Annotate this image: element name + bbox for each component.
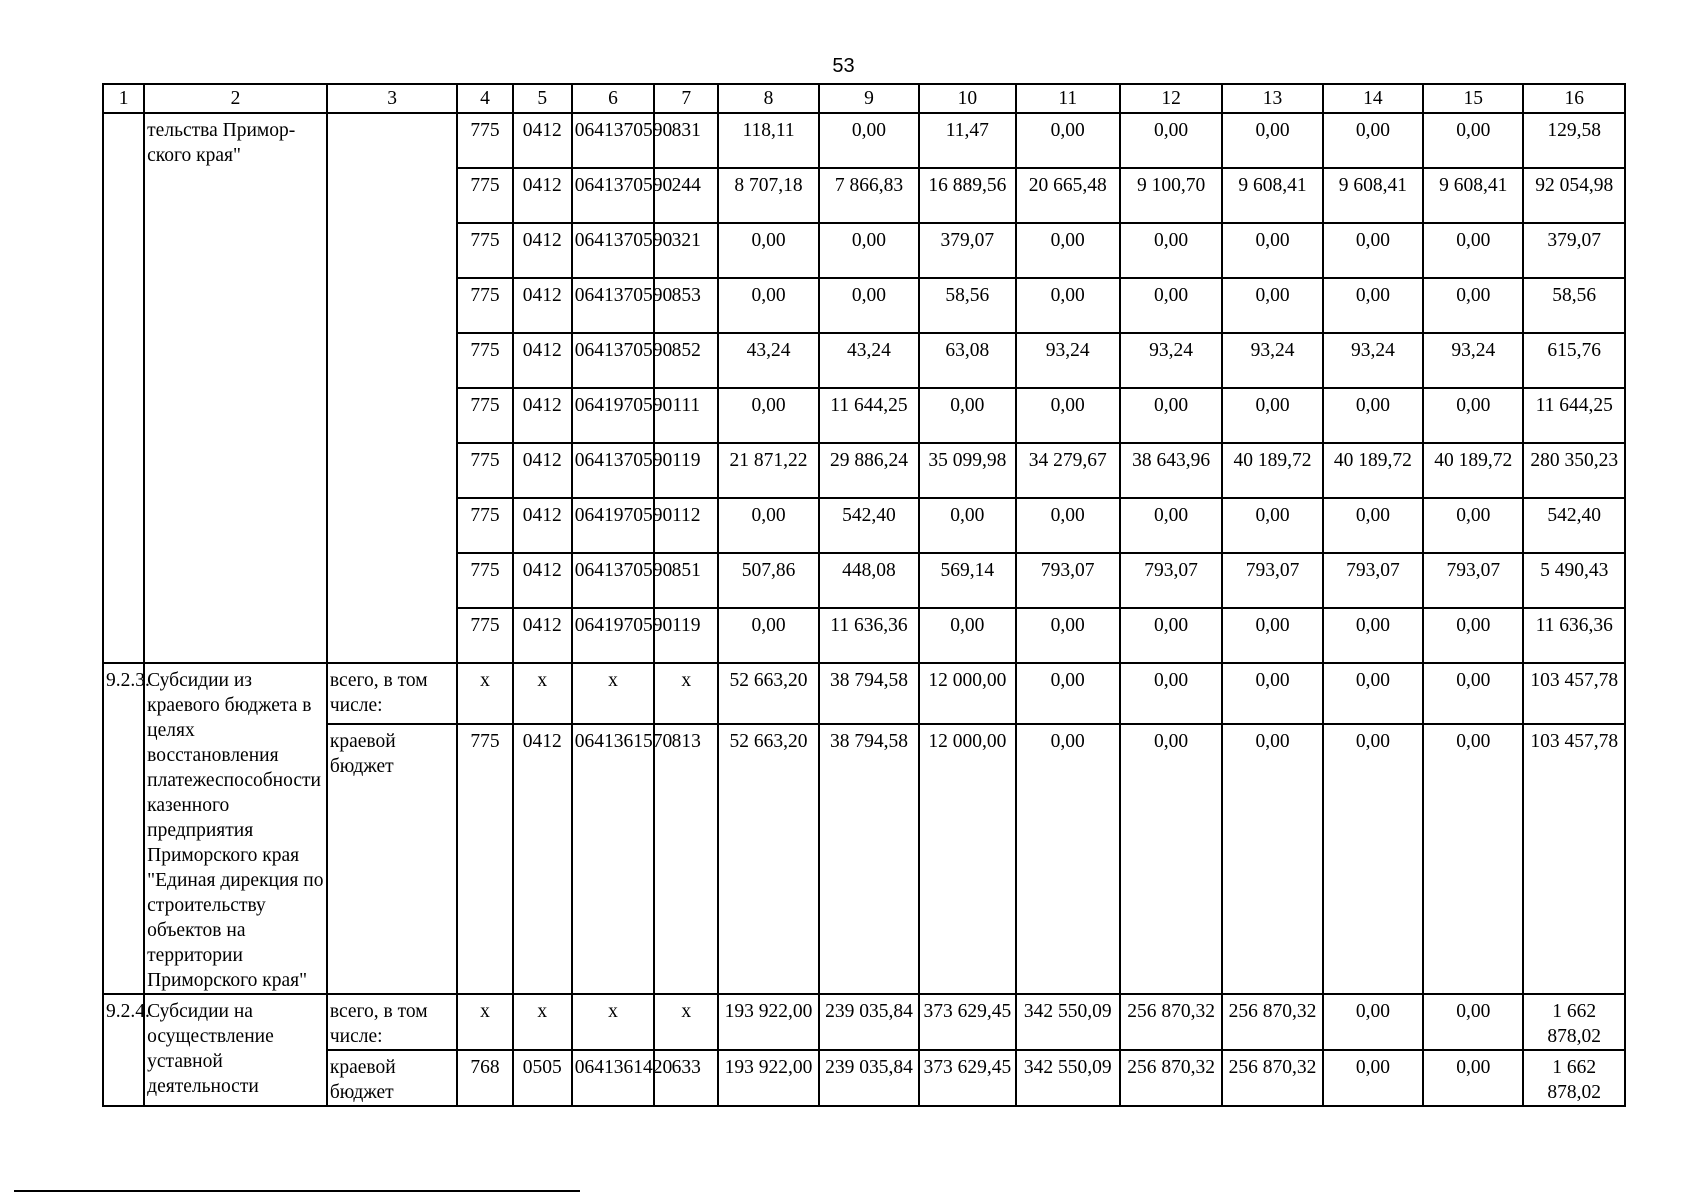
- data-cell: 0412: [513, 388, 572, 443]
- data-cell: 0,00: [1120, 608, 1222, 663]
- data-cell: 0412: [513, 724, 572, 994]
- data-cell: 58,56: [919, 278, 1015, 333]
- data-cell: x: [513, 994, 572, 1050]
- header-cell: 14: [1323, 84, 1423, 113]
- data-cell: 0641361570: [572, 724, 654, 994]
- data-cell: 507,86: [718, 553, 818, 608]
- data-cell: 0,00: [1222, 223, 1322, 278]
- data-cell: 112: [654, 498, 718, 553]
- data-cell: 9 100,70: [1120, 168, 1222, 223]
- data-cell: 40 189,72: [1423, 443, 1523, 498]
- data-cell: 0412: [513, 113, 572, 168]
- header-cell: 1: [103, 84, 144, 113]
- data-cell: x: [572, 994, 654, 1050]
- data-cell: 11,47: [919, 113, 1015, 168]
- data-cell: 93,24: [1222, 333, 1322, 388]
- data-cell: 775: [457, 608, 512, 663]
- data-cell: 775: [457, 168, 512, 223]
- data-cell: 280 350,23: [1523, 443, 1625, 498]
- data-cell: 0,00: [1222, 498, 1322, 553]
- data-cell: 12 000,00: [919, 724, 1015, 994]
- data-cell: 831: [654, 113, 718, 168]
- data-cell: 256 870,32: [1120, 1050, 1222, 1106]
- data-cell: 93,24: [1323, 333, 1423, 388]
- source-cell: всего, в том числе:: [327, 994, 458, 1050]
- data-cell: 0,00: [1423, 608, 1523, 663]
- data-cell: 0,00: [1120, 223, 1222, 278]
- header-cell: 15: [1423, 84, 1523, 113]
- data-cell: x: [457, 994, 512, 1050]
- data-cell: 0,00: [1423, 278, 1523, 333]
- data-cell: 0,00: [1222, 724, 1322, 994]
- data-cell: 93,24: [1423, 333, 1523, 388]
- item-number-cell: 9.2.4.: [103, 994, 144, 1106]
- data-cell: 0,00: [1016, 498, 1120, 553]
- data-cell: 40 189,72: [1222, 443, 1322, 498]
- data-cell: 93,24: [1016, 333, 1120, 388]
- data-cell: 0,00: [1423, 663, 1523, 724]
- data-cell: 0,00: [1323, 994, 1423, 1050]
- data-cell: 0,00: [1120, 724, 1222, 994]
- header-row: [103, 84, 1625, 113]
- header-cell: 12: [1120, 84, 1222, 113]
- data-cell: 52 663,20: [718, 724, 818, 994]
- data-cell: 0,00: [1222, 113, 1322, 168]
- data-cell: 0,00: [819, 278, 919, 333]
- data-cell: 0,00: [1423, 498, 1523, 553]
- data-cell: 103 457,78: [1523, 724, 1625, 994]
- item-name-cell: тельства Примор-ского края": [144, 113, 327, 663]
- data-cell: 0,00: [819, 113, 919, 168]
- data-cell: 1 662 878,02: [1523, 1050, 1625, 1106]
- data-cell: 119: [654, 443, 718, 498]
- data-cell: 8 707,18: [718, 168, 818, 223]
- data-cell: 775: [457, 724, 512, 994]
- data-cell: 0,00: [1423, 388, 1523, 443]
- data-cell: 0,00: [1222, 278, 1322, 333]
- data-cell: 0,00: [1222, 608, 1322, 663]
- data-cell: 11 636,36: [819, 608, 919, 663]
- data-cell: 0,00: [1120, 278, 1222, 333]
- data-cell: 9 608,41: [1423, 168, 1523, 223]
- data-cell: 0,00: [1323, 223, 1423, 278]
- data-cell: 0641970590: [572, 498, 654, 553]
- data-cell: x: [513, 663, 572, 724]
- data-cell: 0,00: [919, 608, 1015, 663]
- data-cell: 633: [654, 1050, 718, 1106]
- data-cell: 775: [457, 498, 512, 553]
- data-cell: 129,58: [1523, 113, 1625, 168]
- data-cell: 853: [654, 278, 718, 333]
- data-cell: 0,00: [1323, 278, 1423, 333]
- item-number-cell: 9.2.3.: [103, 663, 144, 994]
- data-cell: 0,00: [1222, 663, 1322, 724]
- data-cell: 63,08: [919, 333, 1015, 388]
- data-cell: 0,00: [718, 498, 818, 553]
- data-cell: 0,00: [1423, 113, 1523, 168]
- data-cell: 793,07: [1423, 553, 1523, 608]
- data-cell: 775: [457, 278, 512, 333]
- data-cell: 20 665,48: [1016, 168, 1120, 223]
- data-cell: 373 629,45: [919, 1050, 1015, 1106]
- data-cell: 193 922,00: [718, 1050, 818, 1106]
- data-cell: 373 629,45: [919, 994, 1015, 1050]
- data-cell: 1 662 878,02: [1523, 994, 1625, 1050]
- header-cell: 3: [327, 84, 458, 113]
- data-cell: 851: [654, 553, 718, 608]
- data-cell: 0,00: [1016, 388, 1120, 443]
- table-row: [103, 994, 1625, 1050]
- data-cell: 58,56: [1523, 278, 1625, 333]
- data-cell: 34 279,67: [1016, 443, 1120, 498]
- data-cell: 244: [654, 168, 718, 223]
- data-cell: 0,00: [1323, 608, 1423, 663]
- data-cell: 11 644,25: [819, 388, 919, 443]
- page-number: 53: [832, 55, 855, 77]
- data-cell: 0,00: [1423, 724, 1523, 994]
- data-cell: 0,00: [1016, 663, 1120, 724]
- data-cell: 0412: [513, 168, 572, 223]
- data-cell: 0,00: [819, 223, 919, 278]
- data-cell: 9 608,41: [1323, 168, 1423, 223]
- data-cell: 813: [654, 724, 718, 994]
- data-cell: 0,00: [718, 388, 818, 443]
- data-cell: 0641361420: [572, 1050, 654, 1106]
- data-cell: 0412: [513, 278, 572, 333]
- data-cell: 256 870,32: [1222, 994, 1322, 1050]
- data-cell: 775: [457, 333, 512, 388]
- data-cell: 0641370590: [572, 443, 654, 498]
- header-cell: 13: [1222, 84, 1322, 113]
- data-cell: 775: [457, 223, 512, 278]
- table-row: [103, 663, 1625, 724]
- data-cell: 38 794,58: [819, 663, 919, 724]
- data-cell: 35 099,98: [919, 443, 1015, 498]
- data-cell: 775: [457, 113, 512, 168]
- data-cell: x: [654, 663, 718, 724]
- data-cell: 379,07: [919, 223, 1015, 278]
- data-cell: 793,07: [1222, 553, 1322, 608]
- data-cell: 21 871,22: [718, 443, 818, 498]
- data-cell: 0,00: [1323, 498, 1423, 553]
- data-cell: x: [654, 994, 718, 1050]
- source-cell: всего, в том числе:: [327, 663, 458, 724]
- data-cell: 0505: [513, 1050, 572, 1106]
- data-cell: 0,00: [1016, 278, 1120, 333]
- item-name-cell: Субсидии на осуществление уставной деятельности: [144, 994, 327, 1106]
- table-body: [103, 84, 1625, 1106]
- data-cell: x: [457, 663, 512, 724]
- data-cell: 118,11: [718, 113, 818, 168]
- data-cell: 11 644,25: [1523, 388, 1625, 443]
- header-cell: 16: [1523, 84, 1625, 113]
- data-cell: 239 035,84: [819, 994, 919, 1050]
- data-cell: 852: [654, 333, 718, 388]
- budget-table: [102, 83, 1626, 1107]
- data-cell: 256 870,32: [1120, 994, 1222, 1050]
- data-cell: 103 457,78: [1523, 663, 1625, 724]
- data-cell: 0,00: [1423, 1050, 1523, 1106]
- data-cell: 448,08: [819, 553, 919, 608]
- data-cell: 9 608,41: [1222, 168, 1322, 223]
- data-cell: 0,00: [1016, 113, 1120, 168]
- data-cell: 775: [457, 553, 512, 608]
- data-cell: 793,07: [1016, 553, 1120, 608]
- data-cell: 40 189,72: [1323, 443, 1423, 498]
- data-cell: 12 000,00: [919, 663, 1015, 724]
- data-cell: 0,00: [1016, 608, 1120, 663]
- data-cell: 0412: [513, 608, 572, 663]
- data-cell: 0,00: [1423, 223, 1523, 278]
- data-cell: 0,00: [1016, 223, 1120, 278]
- data-cell: 52 663,20: [718, 663, 818, 724]
- data-cell: 43,24: [718, 333, 818, 388]
- data-cell: 542,40: [819, 498, 919, 553]
- source-cell: краевой бюджет: [327, 724, 458, 994]
- data-cell: 793,07: [1120, 553, 1222, 608]
- source-cell: [327, 113, 458, 663]
- data-cell: 0641970590: [572, 608, 654, 663]
- data-cell: 193 922,00: [718, 994, 818, 1050]
- data-cell: 239 035,84: [819, 1050, 919, 1106]
- data-cell: 768: [457, 1050, 512, 1106]
- data-cell: 0412: [513, 498, 572, 553]
- data-cell: 793,07: [1323, 553, 1423, 608]
- data-cell: 0412: [513, 443, 572, 498]
- data-cell: 38 794,58: [819, 724, 919, 994]
- table-row: [103, 1050, 1625, 1106]
- data-cell: 93,24: [1120, 333, 1222, 388]
- data-cell: 342 550,09: [1016, 994, 1120, 1050]
- data-cell: 0641370590: [572, 168, 654, 223]
- data-cell: 0412: [513, 553, 572, 608]
- data-cell: 0641370590: [572, 223, 654, 278]
- data-cell: 0,00: [1120, 498, 1222, 553]
- data-cell: 0,00: [1120, 113, 1222, 168]
- data-cell: 775: [457, 443, 512, 498]
- header-cell: 4: [457, 84, 512, 113]
- data-cell: 0,00: [1222, 388, 1322, 443]
- data-cell: 0,00: [1323, 388, 1423, 443]
- data-cell: 0,00: [919, 388, 1015, 443]
- header-cell: 2: [144, 84, 327, 113]
- data-cell: 321: [654, 223, 718, 278]
- data-cell: 11 636,36: [1523, 608, 1625, 663]
- item-name-cell: Субсидии из краевого бюджета в целях восстановления платежеспособности казенного предприятия Приморского края "Единая дирекция по строительству объектов на территории Приморского края": [144, 663, 327, 994]
- data-cell: 0,00: [718, 608, 818, 663]
- data-cell: 92 054,98: [1523, 168, 1625, 223]
- data-cell: 379,07: [1523, 223, 1625, 278]
- header-cell: 9: [819, 84, 919, 113]
- data-cell: 111: [654, 388, 718, 443]
- header-cell: 11: [1016, 84, 1120, 113]
- data-cell: 0,00: [1323, 724, 1423, 994]
- data-cell: 0641370590: [572, 278, 654, 333]
- data-cell: 38 643,96: [1120, 443, 1222, 498]
- header-cell: 7: [654, 84, 718, 113]
- data-cell: 0,00: [1016, 724, 1120, 994]
- data-cell: 342 550,09: [1016, 1050, 1120, 1106]
- table-row: [103, 724, 1625, 994]
- data-cell: 569,14: [919, 553, 1015, 608]
- data-cell: 0641370590: [572, 333, 654, 388]
- data-cell: 0,00: [1323, 1050, 1423, 1106]
- header-cell: 5: [513, 84, 572, 113]
- data-cell: 775: [457, 388, 512, 443]
- header-cell: 8: [718, 84, 818, 113]
- data-cell: 7 866,83: [819, 168, 919, 223]
- data-cell: 0,00: [1120, 388, 1222, 443]
- footnote-rule: [14, 1190, 580, 1192]
- data-cell: 0641970590: [572, 388, 654, 443]
- data-cell: 0,00: [919, 498, 1015, 553]
- data-cell: 0,00: [718, 278, 818, 333]
- data-cell: 0641370590: [572, 553, 654, 608]
- data-cell: 0,00: [1423, 994, 1523, 1050]
- data-cell: 119: [654, 608, 718, 663]
- table-row: [103, 113, 1625, 168]
- data-cell: 43,24: [819, 333, 919, 388]
- data-cell: 0,00: [1120, 663, 1222, 724]
- source-cell: краевой бюджет: [327, 1050, 458, 1106]
- item-number-cell: [103, 113, 144, 663]
- data-cell: 0412: [513, 333, 572, 388]
- data-cell: 0,00: [718, 223, 818, 278]
- data-cell: 615,76: [1523, 333, 1625, 388]
- data-cell: 0,00: [1323, 663, 1423, 724]
- data-cell: 5 490,43: [1523, 553, 1625, 608]
- data-cell: 0412: [513, 223, 572, 278]
- header-cell: 6: [572, 84, 654, 113]
- data-cell: 16 889,56: [919, 168, 1015, 223]
- data-cell: x: [572, 663, 654, 724]
- data-cell: 0641370590: [572, 113, 654, 168]
- header-cell: 10: [919, 84, 1015, 113]
- data-cell: 29 886,24: [819, 443, 919, 498]
- data-cell: 256 870,32: [1222, 1050, 1322, 1106]
- data-cell: 542,40: [1523, 498, 1625, 553]
- data-cell: 0,00: [1323, 113, 1423, 168]
